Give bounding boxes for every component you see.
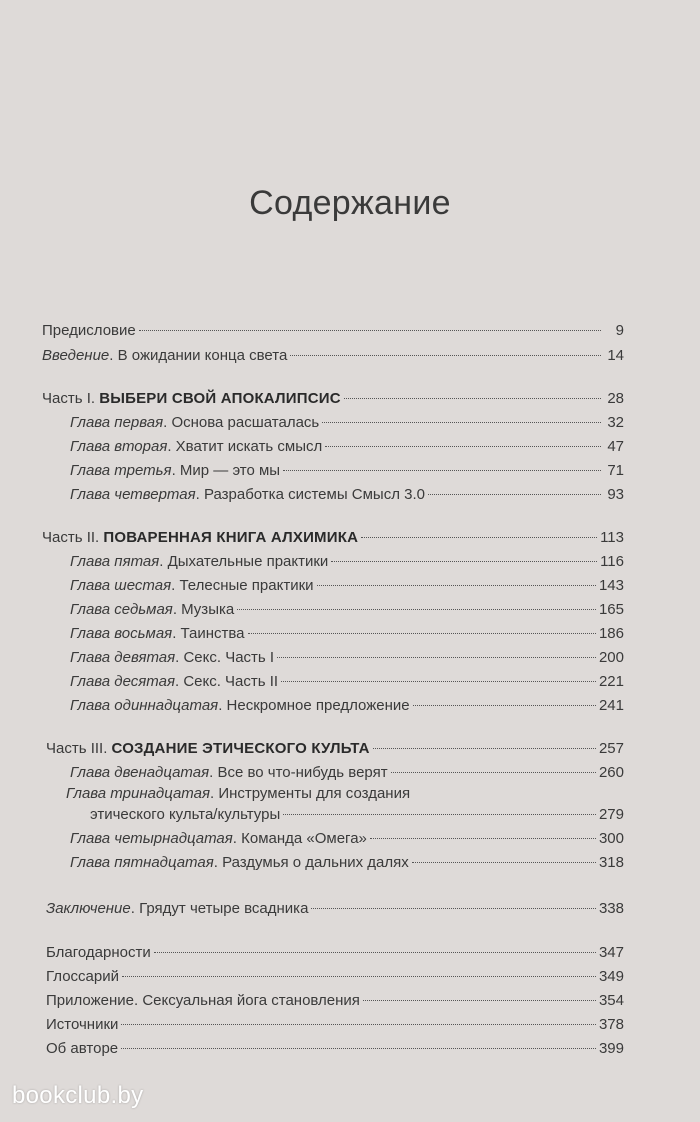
toc-entry-appendix	[46, 989, 624, 1013]
toc-part-prefix: Часть I.	[42, 390, 100, 407]
dot-leader	[248, 633, 596, 634]
toc-page-number: 71	[607, 462, 624, 479]
toc-entry-preface	[42, 319, 624, 343]
dot-leader	[413, 705, 596, 706]
toc-chapter-11	[70, 694, 624, 718]
toc-chapter-4	[70, 483, 624, 507]
toc-chapter-8	[70, 622, 624, 646]
dot-leader	[154, 952, 596, 953]
toc-page-number: 260	[598, 764, 624, 781]
dot-leader	[322, 422, 601, 423]
dot-leader	[281, 681, 596, 682]
dot-leader	[361, 537, 597, 538]
toc-page-number: 257	[598, 740, 624, 757]
toc-entry-label: Предисловие	[42, 322, 136, 339]
toc-page-number: 9	[615, 322, 624, 339]
toc-entry-label: . В ожидании конца света	[109, 347, 288, 364]
toc-page-number: 279	[598, 806, 624, 823]
toc-entry-glossary	[46, 965, 624, 989]
dot-leader	[283, 470, 601, 471]
toc-chapter-15	[70, 851, 624, 875]
toc-page-number: 165	[598, 601, 624, 618]
dot-leader	[121, 1048, 596, 1049]
toc-part-title: ВЫБЕРИ СВОЙ АПОКАЛИПСИС	[99, 390, 341, 407]
toc-page-number: 347	[598, 944, 624, 961]
toc-entry-prefix: Глава девятая	[70, 649, 176, 666]
dot-leader	[237, 609, 596, 610]
page-title: Содержание	[249, 184, 451, 222]
toc-part-prefix: Часть III.	[46, 740, 112, 757]
toc-chapter-2	[70, 435, 624, 459]
toc-entry-prefix: Заключение	[46, 900, 131, 917]
watermark: bookclub.by	[12, 1082, 144, 1109]
dot-leader	[331, 561, 597, 562]
toc-page-number: 318	[598, 854, 624, 871]
toc-page-number: 14	[607, 347, 624, 364]
toc-part-prefix: Часть II.	[42, 529, 104, 546]
toc-entry-prefix: Глава тринадцатая	[66, 785, 210, 802]
dot-leader	[139, 330, 601, 331]
toc-page-number: 28	[607, 390, 624, 407]
toc-entry-label: . Дыхательные практики	[159, 553, 329, 570]
dot-leader	[373, 748, 596, 749]
toc-page-number: 32	[607, 414, 624, 431]
toc-entry-label: . Таинства	[172, 625, 245, 642]
toc-entry-label: Источники	[46, 1016, 119, 1033]
toc-entry-label: . Команда «Омега»	[232, 830, 367, 847]
dot-leader	[325, 446, 601, 447]
toc-entry-label: . Грядут четыре всадника	[130, 900, 309, 917]
toc-entry-acknowledgements	[46, 941, 624, 965]
toc-part-1	[42, 387, 624, 411]
toc-entry-prefix: Глава десятая	[70, 673, 175, 690]
toc-page-number: 93	[607, 486, 624, 503]
dot-leader	[370, 838, 596, 839]
toc-entry-prefix: Глава шестая	[70, 577, 172, 594]
toc-entry-introduction	[42, 344, 624, 368]
toc-entry-label-continued: этического культа/культуры	[90, 806, 281, 823]
toc-chapter-6	[70, 574, 624, 598]
dot-leader	[317, 585, 596, 586]
dot-leader	[122, 976, 596, 977]
toc-page-number: 354	[598, 992, 624, 1009]
toc-page-number: 338	[598, 900, 624, 917]
toc-entry-prefix: Глава седьмая	[70, 601, 173, 618]
toc-entry-prefix: Глава восьмая	[70, 625, 173, 642]
dot-leader	[283, 814, 596, 815]
dot-leader	[121, 1024, 596, 1025]
toc-entry-prefix: Глава четырнадцатая	[70, 830, 233, 847]
toc-entry-label: Глоссарий	[46, 968, 119, 985]
toc-entry-sources	[46, 1013, 624, 1037]
dot-leader	[428, 494, 601, 495]
toc-entry-about-author	[46, 1037, 624, 1061]
toc-entry-prefix: Глава вторая	[70, 438, 168, 455]
toc-chapter-14	[70, 827, 624, 851]
toc-entry-prefix: Глава пятая	[70, 553, 160, 570]
toc-page-number: 300	[598, 830, 624, 847]
toc-entry-prefix: Глава двенадцатая	[70, 764, 210, 781]
toc-part-title: СОЗДАНИЕ ЭТИЧЕСКОГО КУЛЬТА	[111, 740, 370, 757]
toc-chapter-5	[70, 550, 624, 574]
toc-entry-label: Приложение. Сексуальная йога становления	[46, 992, 360, 1009]
toc-entry-label: . Телесные практики	[171, 577, 314, 594]
dot-leader	[391, 772, 596, 773]
toc-chapter-9	[70, 646, 624, 670]
toc-chapter-10	[70, 670, 624, 694]
toc-chapter-13	[90, 803, 624, 827]
toc-chapter-3	[70, 459, 624, 483]
toc-page-number: 200	[598, 649, 624, 666]
toc-page-number: 116	[600, 553, 624, 570]
toc-page-number: 186	[598, 625, 624, 642]
toc-page-number: 399	[598, 1040, 624, 1057]
dot-leader	[363, 1000, 596, 1001]
toc-entry-conclusion	[46, 897, 624, 921]
toc-chapter-7	[70, 598, 624, 622]
dot-leader	[277, 657, 596, 658]
toc-part-title: ПОВАРЕННАЯ КНИГА АЛХИМИКА	[103, 529, 359, 546]
toc-entry-prefix: Глава четвертая	[70, 486, 196, 503]
toc-entry-label: . Музыка	[172, 601, 235, 618]
toc-entry-label: . Основа расшаталась	[163, 414, 320, 431]
toc-entry-label: . Хватит искать смысл	[167, 438, 323, 455]
toc-entry-label: . Мир — это мы	[171, 462, 281, 479]
toc-page-number: 113	[600, 529, 624, 546]
toc-entry-label: . Инструменты для создания	[209, 785, 411, 802]
toc-entry-label: Благодарности	[46, 944, 151, 961]
toc-chapter-1	[70, 411, 624, 435]
toc-entry-label: . Все во что-нибудь верят	[209, 764, 388, 781]
toc-entry-prefix: Глава первая	[70, 414, 164, 431]
toc-entry-label: . Разработка системы Смысл 3.0	[195, 486, 425, 503]
toc-entry-label: Об авторе	[46, 1040, 119, 1057]
toc-entry-prefix: Глава пятнадцатая	[70, 854, 214, 871]
toc-entry-prefix: Глава третья	[70, 462, 172, 479]
toc-entry-label: . Секс. Часть I	[175, 649, 275, 666]
toc-page-number: 47	[607, 438, 624, 455]
dot-leader	[344, 398, 601, 399]
dot-leader	[290, 355, 601, 356]
toc-entry-prefix: Введение	[42, 347, 110, 364]
toc-part-3	[46, 737, 624, 761]
toc-entry-label: . Секс. Часть II	[174, 673, 279, 690]
toc-page-number: 143	[598, 577, 624, 594]
toc-entry-label: . Раздумья о дальних далях	[213, 854, 409, 871]
toc-page-number: 378	[598, 1016, 624, 1033]
toc-entry-prefix: Глава одиннадцатая	[70, 697, 219, 714]
toc-entry-label: . Нескромное предложение	[218, 697, 410, 714]
toc-page-number: 349	[598, 968, 624, 985]
dot-leader	[412, 862, 596, 863]
toc-page-number: 241	[598, 697, 624, 714]
dot-leader	[311, 908, 596, 909]
toc-part-2	[42, 526, 624, 550]
toc-page-number: 221	[598, 673, 624, 690]
